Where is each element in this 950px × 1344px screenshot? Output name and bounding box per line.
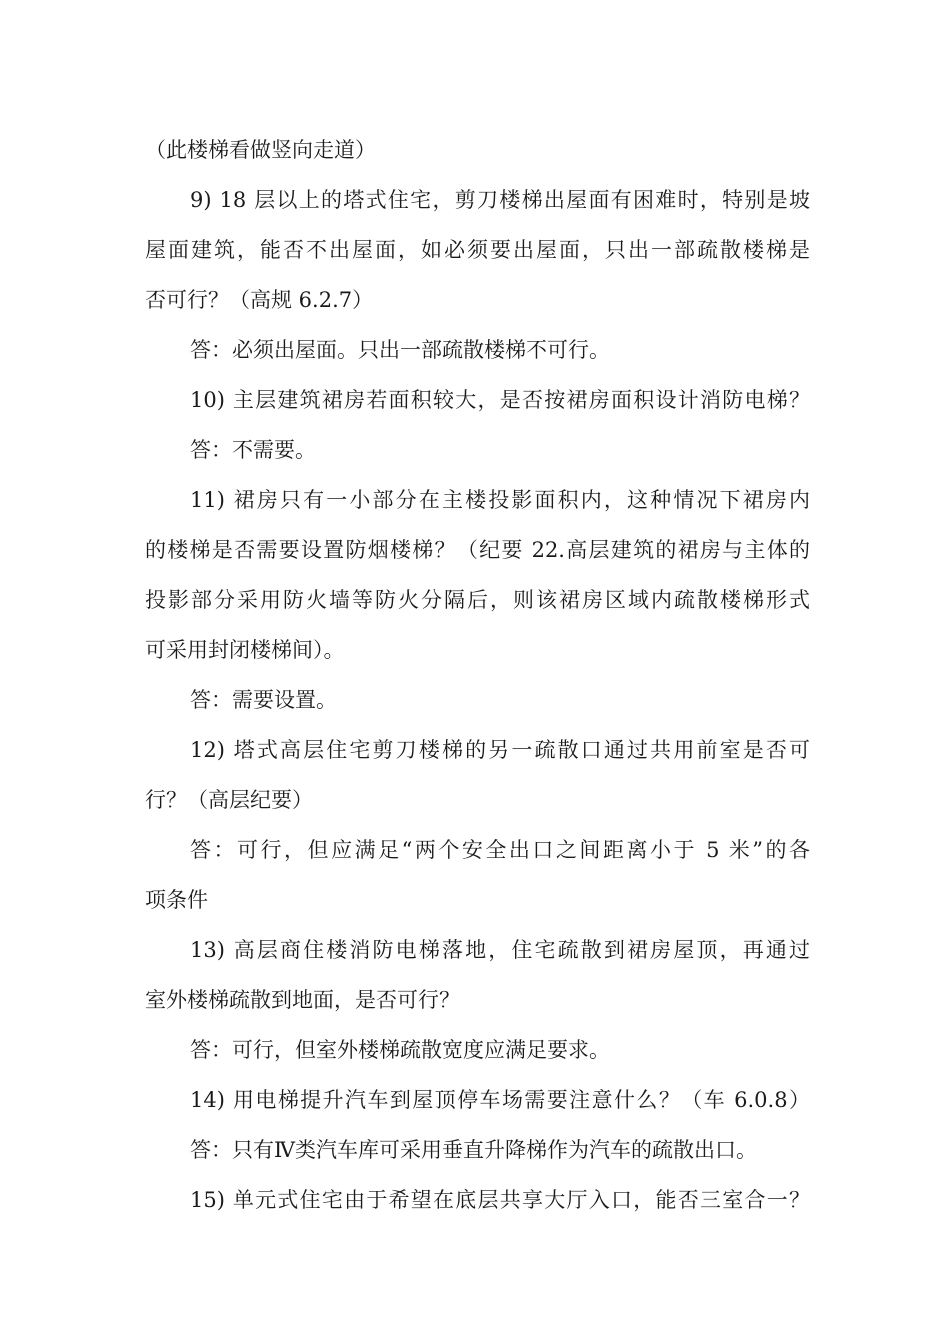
question-12-line: 12) 塔式高层住宅剪刀楼梯的另一疏散口通过共用前室是否可 xyxy=(190,738,810,762)
text-line: 否可行？（高规 6.2.7） xyxy=(145,288,374,312)
text-line: 的楼梯是否需要设置防烟楼梯？（纪要 22.高层建筑的裙房与主体的 xyxy=(145,538,810,562)
answer-14-line: 答：只有Ⅳ类汽车库可采用垂直升降梯作为汽车的疏散出口。 xyxy=(190,1138,757,1162)
question-14-line: 14) 用电梯提升汽车到屋顶停车场需要注意什么？（车 6.0.8） xyxy=(190,1088,810,1112)
answer-11-line: 答：需要设置。 xyxy=(190,688,337,712)
text-line: 行？（高层纪要） xyxy=(145,788,313,812)
text-line: 可采用封闭楼梯间）。 xyxy=(145,638,345,662)
text-line: 投影部分采用防火墙等防火分隔后，则该裙房区域内疏散楼梯形式 xyxy=(145,588,810,612)
question-10-line: 10) 主层建筑裙房若面积较大，是否按裙房面积设计消防电梯？ xyxy=(190,388,810,412)
question-15-line: 15) 单元式住宅由于希望在底层共享大厅入口，能否三室合一？ xyxy=(190,1188,810,1212)
text-line: （此楼梯看做竖向走道） xyxy=(145,138,376,162)
text-line: 项条件 xyxy=(145,888,208,912)
question-11-line: 11) 裙房只有一小部分在主楼投影面积内，这种情况下裙房内 xyxy=(190,488,810,512)
answer-10-line: 答：不需要。 xyxy=(190,438,316,462)
question-9-line: 9) 18 层以上的塔式住宅，剪刀楼梯出屋面有困难时，特别是坡 xyxy=(190,188,810,212)
text-line: 室外楼梯疏散到地面，是否可行？ xyxy=(145,988,460,1012)
answer-9-line: 答：必须出屋面。只出一部疏散楼梯不可行。 xyxy=(190,338,610,362)
answer-12-line: 答：可行，但应满足“两个安全出口之间距离小于 5 米”的各 xyxy=(190,838,810,862)
answer-13-line: 答：可行，但室外楼梯疏散宽度应满足要求。 xyxy=(190,1038,610,1062)
question-13-line: 13) 高层商住楼消防电梯落地，住宅疏散到裙房屋顶，再通过 xyxy=(190,938,810,962)
text-line: 屋面建筑，能否不出屋面，如必须要出屋面，只出一部疏散楼梯是 xyxy=(145,238,810,262)
